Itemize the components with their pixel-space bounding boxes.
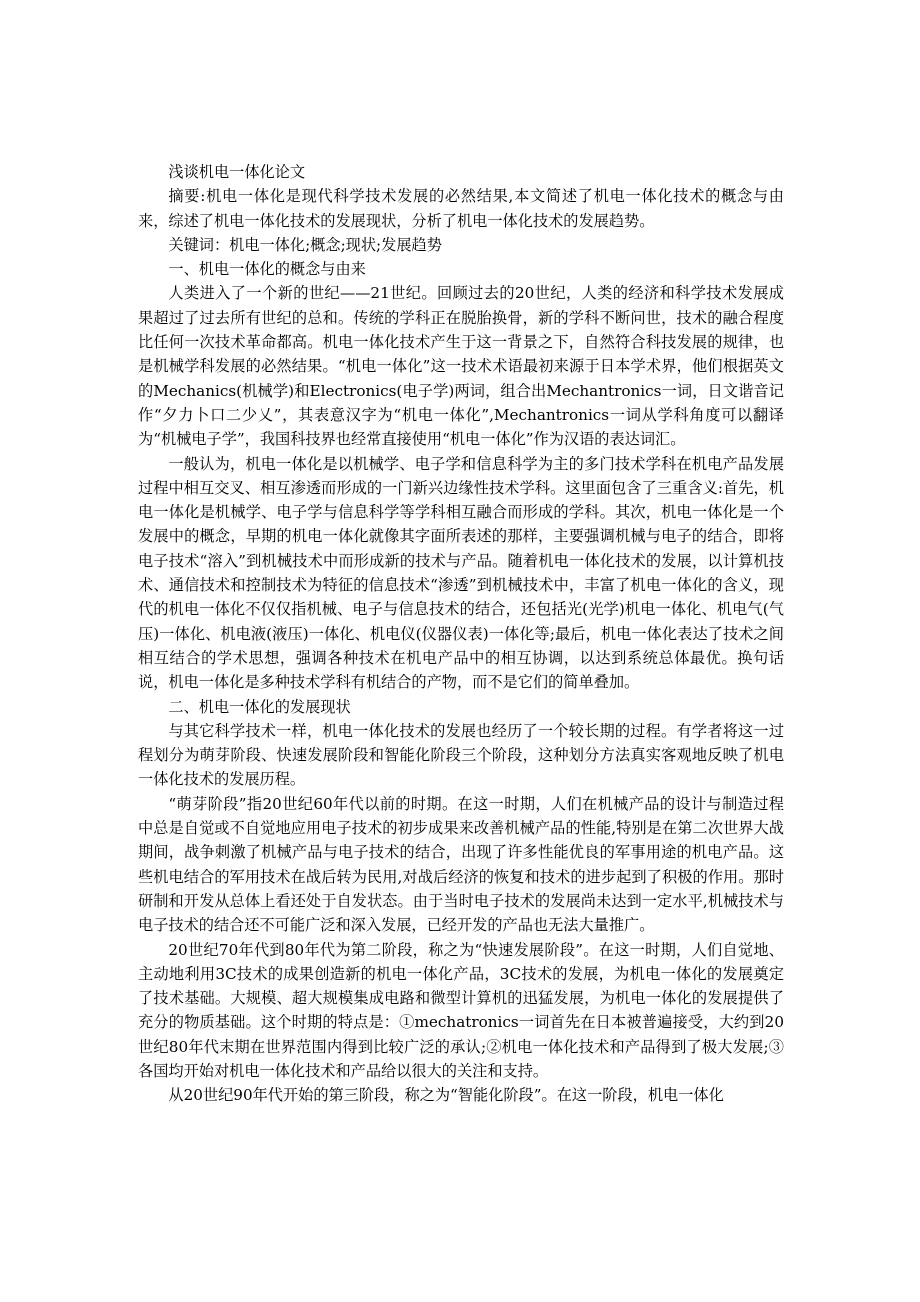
- keywords: 关键词：机电一体化;概念;现状;发展趋势: [168, 235, 442, 254]
- paragraph: 20世纪70年代到80年代为第二阶段，称之为“快速发展阶段”。在这一时期，人们自觉地、主动地利用3C技术的成果创造新的机电一体化产品，3C技术的发展，为机电一体化的发展奠定了技术基础。大规模、超大规模集成电路和微型计算机的迅猛发展，为机电一体化的发展提供了充分的物质基础。这个时期的特点是：①mechatronics一词首先在日本被普遍接受，大约到20世纪80年代末期在世界范围内得到比较广泛的承认;②机电一体化技术和产品得到了极大发展;③各国均开始对机电一体化技术和产品给以很大的关注和支持。: [138, 940, 784, 1080]
- paragraph: 从20世纪90年代开始的第三阶段，称之为“智能化阶段”。在这一阶段，机电一体化: [168, 1086, 724, 1105]
- paragraph: 与其它科学技术一样，机电一体化技术的发展也经历了一个较长期的过程。有学者将这一过程划分为萌芽阶段、快速发展阶段和智能化阶段三个阶段，这种划分方法真实客观地反映了机电一体化技术的发展历程。: [138, 721, 784, 789]
- paragraph: 一般认为，机电一体化是以机械学、电子学和信息科学为主的多门技术学科在机电产品发展过程中相互交叉、相互渗透而形成的一门新兴边缘性技术学科。这里面包含了三重含义:首先，机电一体化是机械学、电子学与信息科学等学科相互融合而形成的学科。其次，机电一体化是一个发展中的概念，早期的机电一体化就像其字面所表述的那样，主要强调机械与电子的结合，即将电子技术“溶入”到机械技术中而形成新的技术与产品。随着机电一体化技术的发展，以计算机技术、通信技术和控制技术为特征的信息技术“渗透”到机械技术中，丰富了机电一体化的含义，现代的机电一体化不仅仅指机械、电子与信息技术的结合，还包括光(光学)机电一体化、机电气(气压)一体化、机电液(液压)一体化、机电仪(仪器仪表)一体化等;最后，机电一体化表达了技术之间相互结合的学术思想，强调各种技术在机电产品中的相互协调，以达到系统总体最优。换句话说，机电一体化是多种技术学科有机结合的产物，而不是它们的简单叠加。: [138, 454, 784, 692]
- section-heading-1: 一、机电一体化的概念与由来: [168, 260, 366, 279]
- abstract: 摘要:机电一体化是现代科学技术发展的必然结果,本文简述了机电一体化技术的概念与由来，综述了机电一体化技术的发展现状，分析了机电一体化技术的发展趋势。: [138, 187, 784, 230]
- paragraph: “萌芽阶段”指20世纪60年代以前的时期。在这一时期，人们在机械产品的设计与制造过程中总是自觉或不自觉地应用电子技术的初步成果来改善机械产品的性能,特别是在第二次世界大战期间，战争刺激了机械产品与电子技术的结合，出现了许多性能优良的军事用途的机电产品。这些机电结合的军用技术在战后转为民用,对战后经济的恢复和技术的进步起到了积极的作用。那时研制和开发从总体上看还处于自发状态。由于当时电子技术的发展尚未达到一定水平,机械技术与电子技术的结合还不可能广泛和深入发展，已经开发的产品也无法大量推广。: [138, 794, 784, 935]
- document-body: [138, 160, 784, 1108]
- document-title: 浅谈机电一体化论文: [168, 163, 306, 181]
- section-heading-2: 二、机电一体化的发展现状: [168, 697, 351, 716]
- paragraph: 人类进入了一个新的世纪——21世纪。回顾过去的20世纪，人类的经济和科学技术发展成果超过了过去所有世纪的总和。传统的学科正在脱胎换骨，新的学科不断问世，技术的融合程度比任何一次技术革命都高。机电一体化技术产生于这一背景之下，自然符合科技发展的规律，也是机械学科发展的必然结果。“机电一体化”这一技术术语最初来源于日本学术界，他们根据英文的Mechanics(机械学)和Electronics(电子学)两词，组合出Mechantronics一词，日文谐音记作“夕力卜口二少乂”，其表意汉字为“机电一体化”,Mechantronics一词从学科角度可以翻译为“机械电子学”，我国科技界也经常直接使用“机电一体化”作为汉语的表达词汇。: [138, 284, 784, 449]
